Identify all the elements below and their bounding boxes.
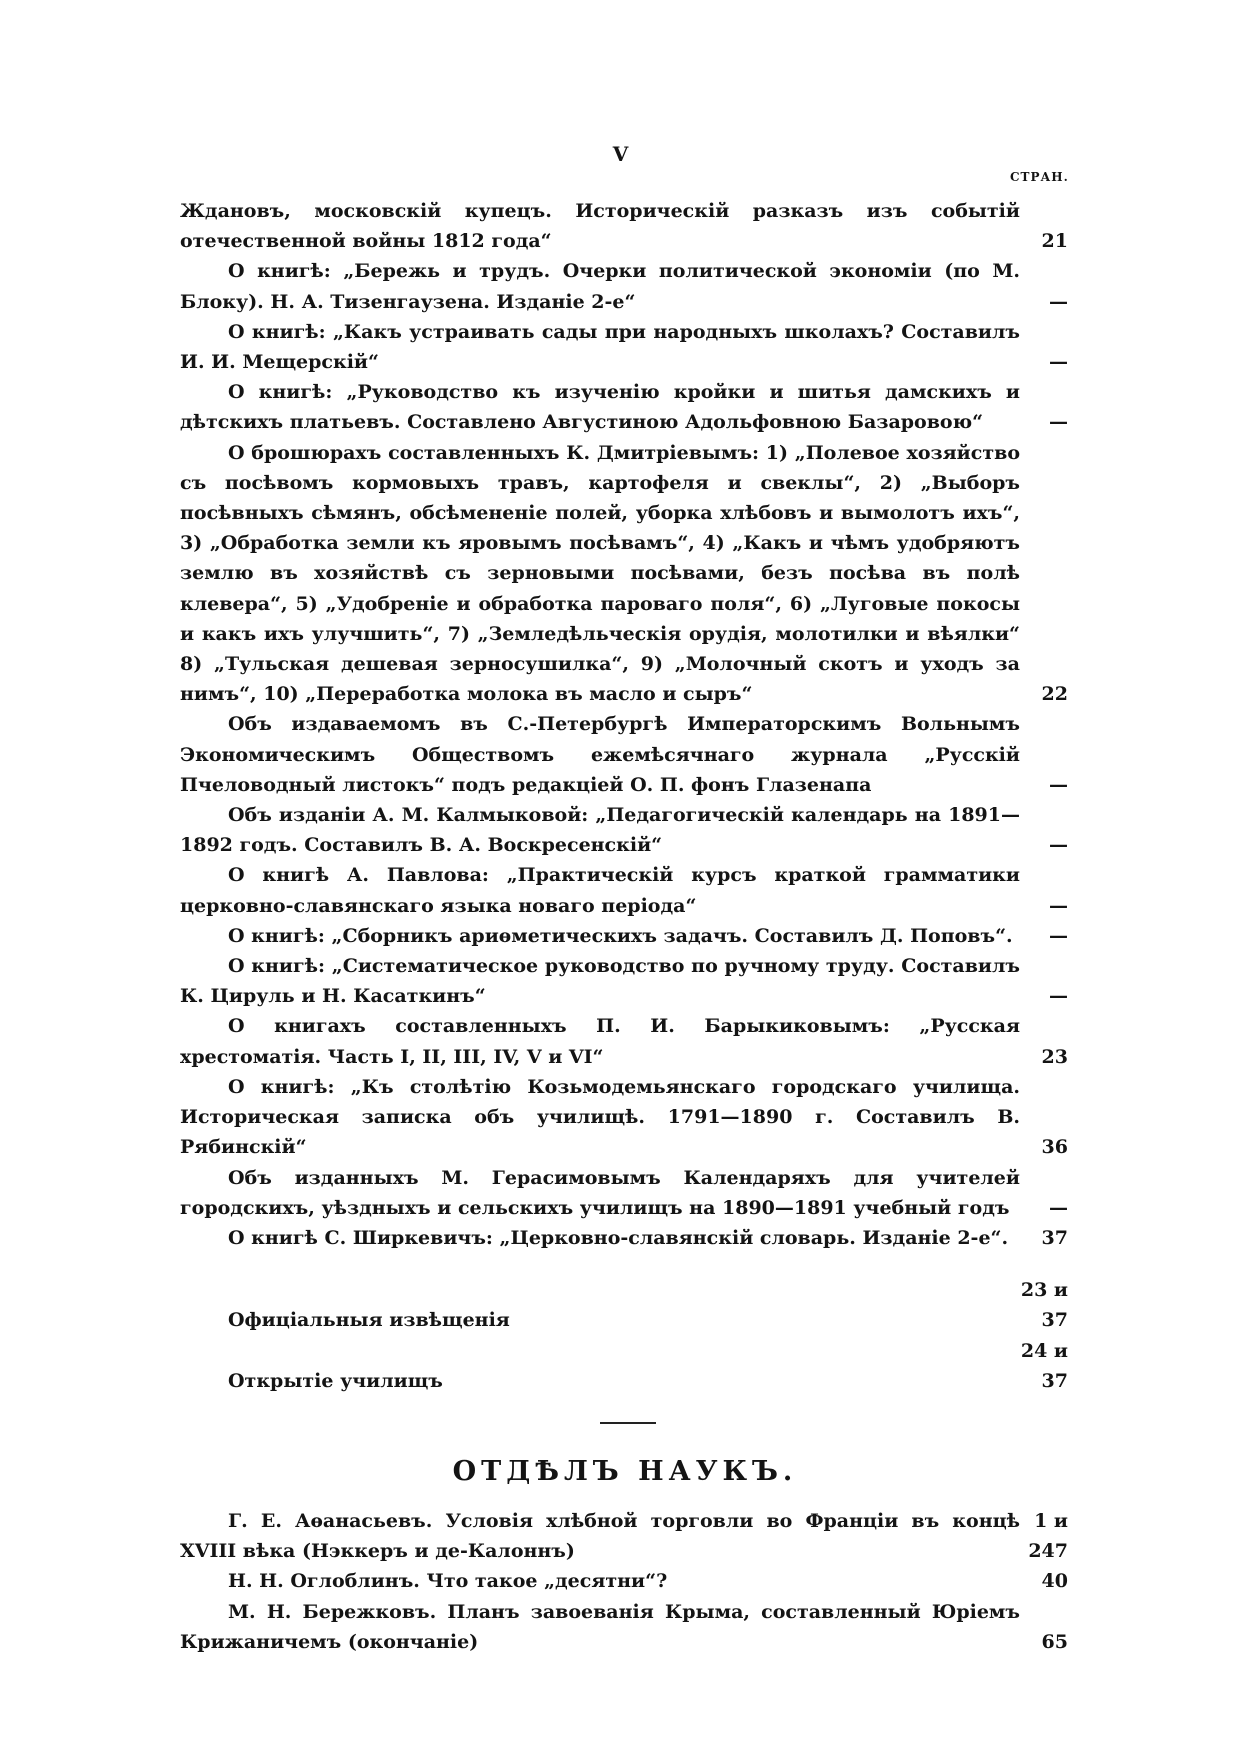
toc-entry-text: О книгѣ: „Какъ устраивать сады при народныхъ школахъ? Составилъ И. И. Мещерскій“ <box>180 320 1020 374</box>
toc-entry-text: О книгѣ: „Къ столѣтію Козьмодемьянскаго городскаго училища. Историческая записка объ училищѣ. 1791—1890 г. Составилъ В. Рябинскій“ <box>180 1075 1020 1159</box>
toc-entry-text: О книгѣ: „Руководство къ изученію кройки и шитья дамскихъ и дѣтскихъ платьевъ. Составлено Августиною Адольфовною Базаровою“ <box>180 381 1020 434</box>
toc-entry-page: 37 <box>1041 1226 1068 1249</box>
science-entry-page: 40 <box>1041 1570 1068 1593</box>
science-entry-text: М. Н. Бережковъ. Планъ завоеванія Крыма, составленный Юріемъ Крижаничемъ (окончаніе) <box>180 1600 1020 1653</box>
science-entry-page: 65 <box>1041 1630 1068 1653</box>
toc-entry-page: — <box>1049 290 1068 313</box>
official-entry <box>180 1336 1080 1396</box>
section-divider <box>600 1422 656 1424</box>
official-entry-page: 23 и 37 <box>1020 1279 1068 1332</box>
toc-entry-page: — <box>1049 773 1068 796</box>
toc-entry-text: Ждановъ, московскій купецъ. Историческій разказъ изъ событій отечественной войны 1812 года“ <box>180 200 1020 253</box>
toc-entry-page: 36 <box>1041 1136 1068 1159</box>
toc-entry-text: О книгѣ: „Бережь и трудъ. Очерки политической экономіи (по М. Блоку). Н. А. Тизенгаузена. Изданіе 2-е“ <box>180 260 1020 313</box>
official-entry-text: Открытіе училищъ <box>228 1369 443 1392</box>
toc-entry-page: — <box>1049 924 1068 947</box>
science-entry <box>180 1506 1080 1566</box>
toc-entry <box>180 1011 1080 1071</box>
page-column-label: СТРАН. <box>1010 170 1069 184</box>
toc-entry <box>180 709 1080 800</box>
toc-entry-text: О книгѣ С. Ширкевичъ: „Церковно-славянскій словарь. Изданіе 2-е“. <box>228 1226 1009 1249</box>
science-entry-page: 1 и 247 <box>1028 1509 1068 1563</box>
toc-entry <box>180 377 1080 437</box>
toc-entry-page: — <box>1049 411 1068 434</box>
science-entry <box>180 1597 1080 1657</box>
toc-entry-page: 22 <box>1041 683 1068 706</box>
toc-entry-text: О книгахъ составленныхъ П. И. Барыкиковымъ: „Русская хрестоматія. Часть I, II, III, IV, V и VI“ <box>180 1015 1020 1068</box>
toc-entry-text: Объ издаваемомъ въ С.-Петербургѣ Императорскимъ Вольнымъ Экономическимъ Обществомъ ежемѣсячнаго журнала „Русскій Пчеловодный листокъ“ подъ редакціей О. П. фонъ Глазенапа <box>180 713 1020 796</box>
toc-entry <box>180 951 1080 1011</box>
toc-entry <box>180 1163 1080 1223</box>
toc-entry-page: — <box>1049 894 1068 917</box>
toc-entry-page: — <box>1049 834 1068 857</box>
toc-entry-page: — <box>1049 1196 1068 1219</box>
toc-entry-page: — <box>1049 985 1068 1008</box>
toc-entry <box>180 860 1080 920</box>
science-entry-text: Н. Н. Оглоблинъ. Что такое „десятни“? <box>228 1570 668 1593</box>
toc-entry <box>180 800 1080 860</box>
section-heading: ОТДѢЛЪ НАУКЪ. <box>452 1455 798 1487</box>
official-entry <box>180 1275 1080 1335</box>
toc-entry <box>180 256 1080 316</box>
toc-entry-text: О книгѣ: „Сборникъ ариѳметическихъ задачъ. Составилъ Д. Поповъ“. <box>228 924 1013 947</box>
science-entry-text: Г. Е. Аѳанасьевъ. Условія хлѣбной торговли во Франціи въ концѣ XVIII вѣка (Нэккеръ и де-Калоннъ) <box>180 1509 1020 1563</box>
toc-entry-text: О брошюрахъ составленныхъ К. Дмитріевымъ: 1) „Полевое хозяйство съ посѣвомъ кормовыхъ травъ, картофеля и свеклы“, 2) „Выборъ посѣвныхъ сѣмянъ, обсѣмененіе полей, уборка хлѣбовъ и вымолотъ ихъ“, 3) „Обработка земли къ яровымъ посѣвамъ“, 4) „Какъ и чѣмъ удобряютъ землю въ хозяйствѣ съ зерновыми посѣвами, безъ посѣва въ полѣ клевера“, 5) „Удобреніе и обработка пароваго поля“, 6) „Луговые покосы и какъ ихъ улучшить“, 7) „Земледѣльческія орудія, молотилки и вѣялки“ 8) „Тульская дешевая зерносушилка“, 9) „Молочный скотъ и уходъ за нимъ“, 10) „Переработка молока въ масло и сыръ“ <box>180 441 1020 706</box>
toc-entry-page: 23 <box>1041 1045 1068 1068</box>
toc-entry-text: О книгѣ А. Павлова: „Практическій курсъ краткой грамматики церковно-славянскаго языка новаго періода“ <box>180 864 1020 917</box>
page-number: V <box>612 142 629 166</box>
toc-entry <box>180 1223 1080 1253</box>
toc-entry-text: О книгѣ: „Систематическое руководство по ручному труду. Составилъ К. Цируль и Н. Касаткинъ“ <box>180 955 1020 1008</box>
toc-entry-page: — <box>1049 351 1068 374</box>
science-entry <box>180 1566 1080 1596</box>
toc-entry <box>180 317 1080 377</box>
toc-entry <box>180 438 1080 710</box>
toc-entry <box>180 921 1080 951</box>
toc-entry <box>180 1072 1080 1163</box>
official-entry-page: 24 и 37 <box>1020 1339 1068 1392</box>
table-of-contents <box>180 196 1080 1657</box>
toc-entry-page: 21 <box>1041 230 1068 253</box>
toc-entry <box>180 196 1080 256</box>
official-entry-text: Офиціальныя извѣщенія <box>228 1309 510 1332</box>
toc-entry-text: Объ изданіи А. М. Калмыковой: „Педагогическій календарь на 1891—1892 годъ. Составилъ В. А. Воскресенскій“ <box>180 804 1020 857</box>
toc-entry-text: Объ изданныхъ М. Герасимовымъ Календаряхъ для учителей городскихъ, уѣздныхъ и сельскихъ училищъ на 1890—1891 учебный годъ <box>180 1166 1020 1219</box>
